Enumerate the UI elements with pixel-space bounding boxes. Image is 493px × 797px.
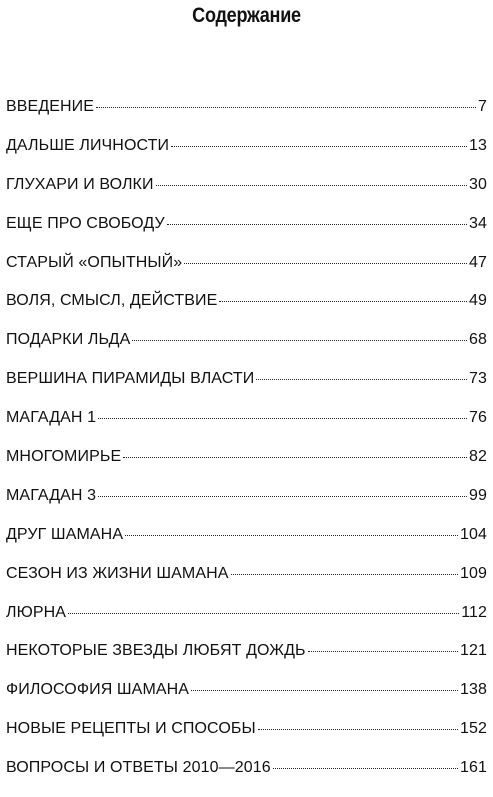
dot-leader <box>98 496 467 497</box>
toc-entry[interactable] <box>6 408 487 447</box>
toc-entry[interactable] <box>6 603 487 642</box>
toc-entry[interactable] <box>6 214 487 253</box>
table-of-contents <box>6 97 487 797</box>
toc-page-number: 99 <box>469 486 487 504</box>
toc-entry[interactable] <box>6 136 487 175</box>
toc-entry[interactable] <box>6 97 487 136</box>
toc-entry[interactable] <box>6 486 487 525</box>
toc-entry[interactable] <box>6 447 487 486</box>
toc-entry-title: СЕЗОН ИЗ ЖИЗНИ ШАМАНА <box>6 564 229 582</box>
toc-entry[interactable] <box>6 369 487 408</box>
toc-entry-title: ЛЮРНА <box>6 603 67 621</box>
toc-entry-title: СТАРЫЙ «ОПЫТНЫЙ» <box>6 253 183 271</box>
toc-page-number: 138 <box>460 681 487 699</box>
toc-entry-title: ЕЩЕ ПРО СВОБОДУ <box>6 214 165 232</box>
toc-entry[interactable] <box>6 680 487 719</box>
toc-entry[interactable] <box>6 253 487 292</box>
toc-entry[interactable] <box>6 719 487 758</box>
toc-entry-title: МНОГОМИРЬЕ <box>6 448 122 466</box>
dot-leader <box>96 107 476 108</box>
toc-page-number: 121 <box>460 642 487 660</box>
toc-page-number: 104 <box>460 525 487 543</box>
dot-leader <box>156 185 467 186</box>
toc-page-number: 161 <box>460 759 487 777</box>
dot-leader <box>184 263 467 264</box>
toc-page-number: 47 <box>469 253 487 271</box>
toc-page-number: 34 <box>469 214 487 232</box>
toc-page-number: 152 <box>460 720 487 738</box>
toc-entry[interactable] <box>6 175 487 214</box>
toc-page-number: 109 <box>460 564 487 582</box>
dot-leader <box>256 379 467 380</box>
toc-page-number: 76 <box>469 409 487 427</box>
toc-entry[interactable] <box>6 291 487 330</box>
toc-entry-title: НЕКОТОРЫЕ ЗВЕЗДЫ ЛЮБЯТ ДОЖДЬ <box>6 642 306 660</box>
toc-page-number: 112 <box>461 603 487 621</box>
toc-entry-title: ПОДАРКИ ЛЬДА <box>6 331 131 349</box>
toc-entry-title: НОВЫЕ РЕЦЕПТЫ И СПОСОБЫ <box>6 720 256 738</box>
toc-page-number: 73 <box>469 370 487 388</box>
toc-entry-title: ВВЕДЕНИЕ <box>6 98 95 115</box>
dot-leader <box>167 224 467 225</box>
dot-leader <box>191 690 458 691</box>
toc-entry[interactable] <box>6 641 487 680</box>
dot-leader <box>231 574 458 575</box>
toc-page-number: 68 <box>469 331 487 349</box>
toc-entry[interactable] <box>6 564 487 603</box>
toc-entry-title: ДРУГ ШАМАНА <box>6 525 124 543</box>
dot-leader <box>125 535 458 536</box>
toc-entry[interactable] <box>6 525 487 564</box>
toc-entry-title: ВОЛЯ, СМЫСЛ, ДЕЙСТВИЕ <box>6 292 218 310</box>
toc-page-number: 7 <box>478 98 487 115</box>
dot-leader <box>123 457 467 458</box>
dot-leader <box>273 768 458 769</box>
dot-leader <box>258 729 458 730</box>
toc-page-number: 30 <box>469 175 487 193</box>
toc-page-number: 49 <box>469 292 487 310</box>
dot-leader <box>132 340 467 341</box>
toc-entry[interactable] <box>6 330 487 369</box>
dot-leader <box>98 418 467 419</box>
dot-leader <box>308 651 458 652</box>
toc-entry-title: ВОПРОСЫ И ОТВЕТЫ 2010—2016 <box>6 759 271 777</box>
toc-entry-title: ВЕРШИНА ПИРАМИДЫ ВЛАСТИ <box>6 370 255 388</box>
toc-entry-title: ДАЛЬШЕ ЛИЧНОСТИ <box>6 136 170 154</box>
toc-entry-title: ГЛУХАРИ И ВОЛКИ <box>6 175 154 193</box>
toc-entry-title: МАГАДАН 1 <box>6 409 97 427</box>
toc-page-number: 13 <box>469 136 487 154</box>
toc-page-number: 82 <box>469 448 487 466</box>
page-title: Содержание <box>192 4 301 27</box>
toc-entry-title: ФИЛОСОФИЯ ШАМАНА <box>6 681 190 699</box>
toc-entry-title: МАГАДАН 3 <box>6 486 97 504</box>
toc-entry[interactable] <box>6 758 487 797</box>
dot-leader <box>219 301 467 302</box>
dot-leader <box>171 146 467 147</box>
dot-leader <box>68 613 459 614</box>
